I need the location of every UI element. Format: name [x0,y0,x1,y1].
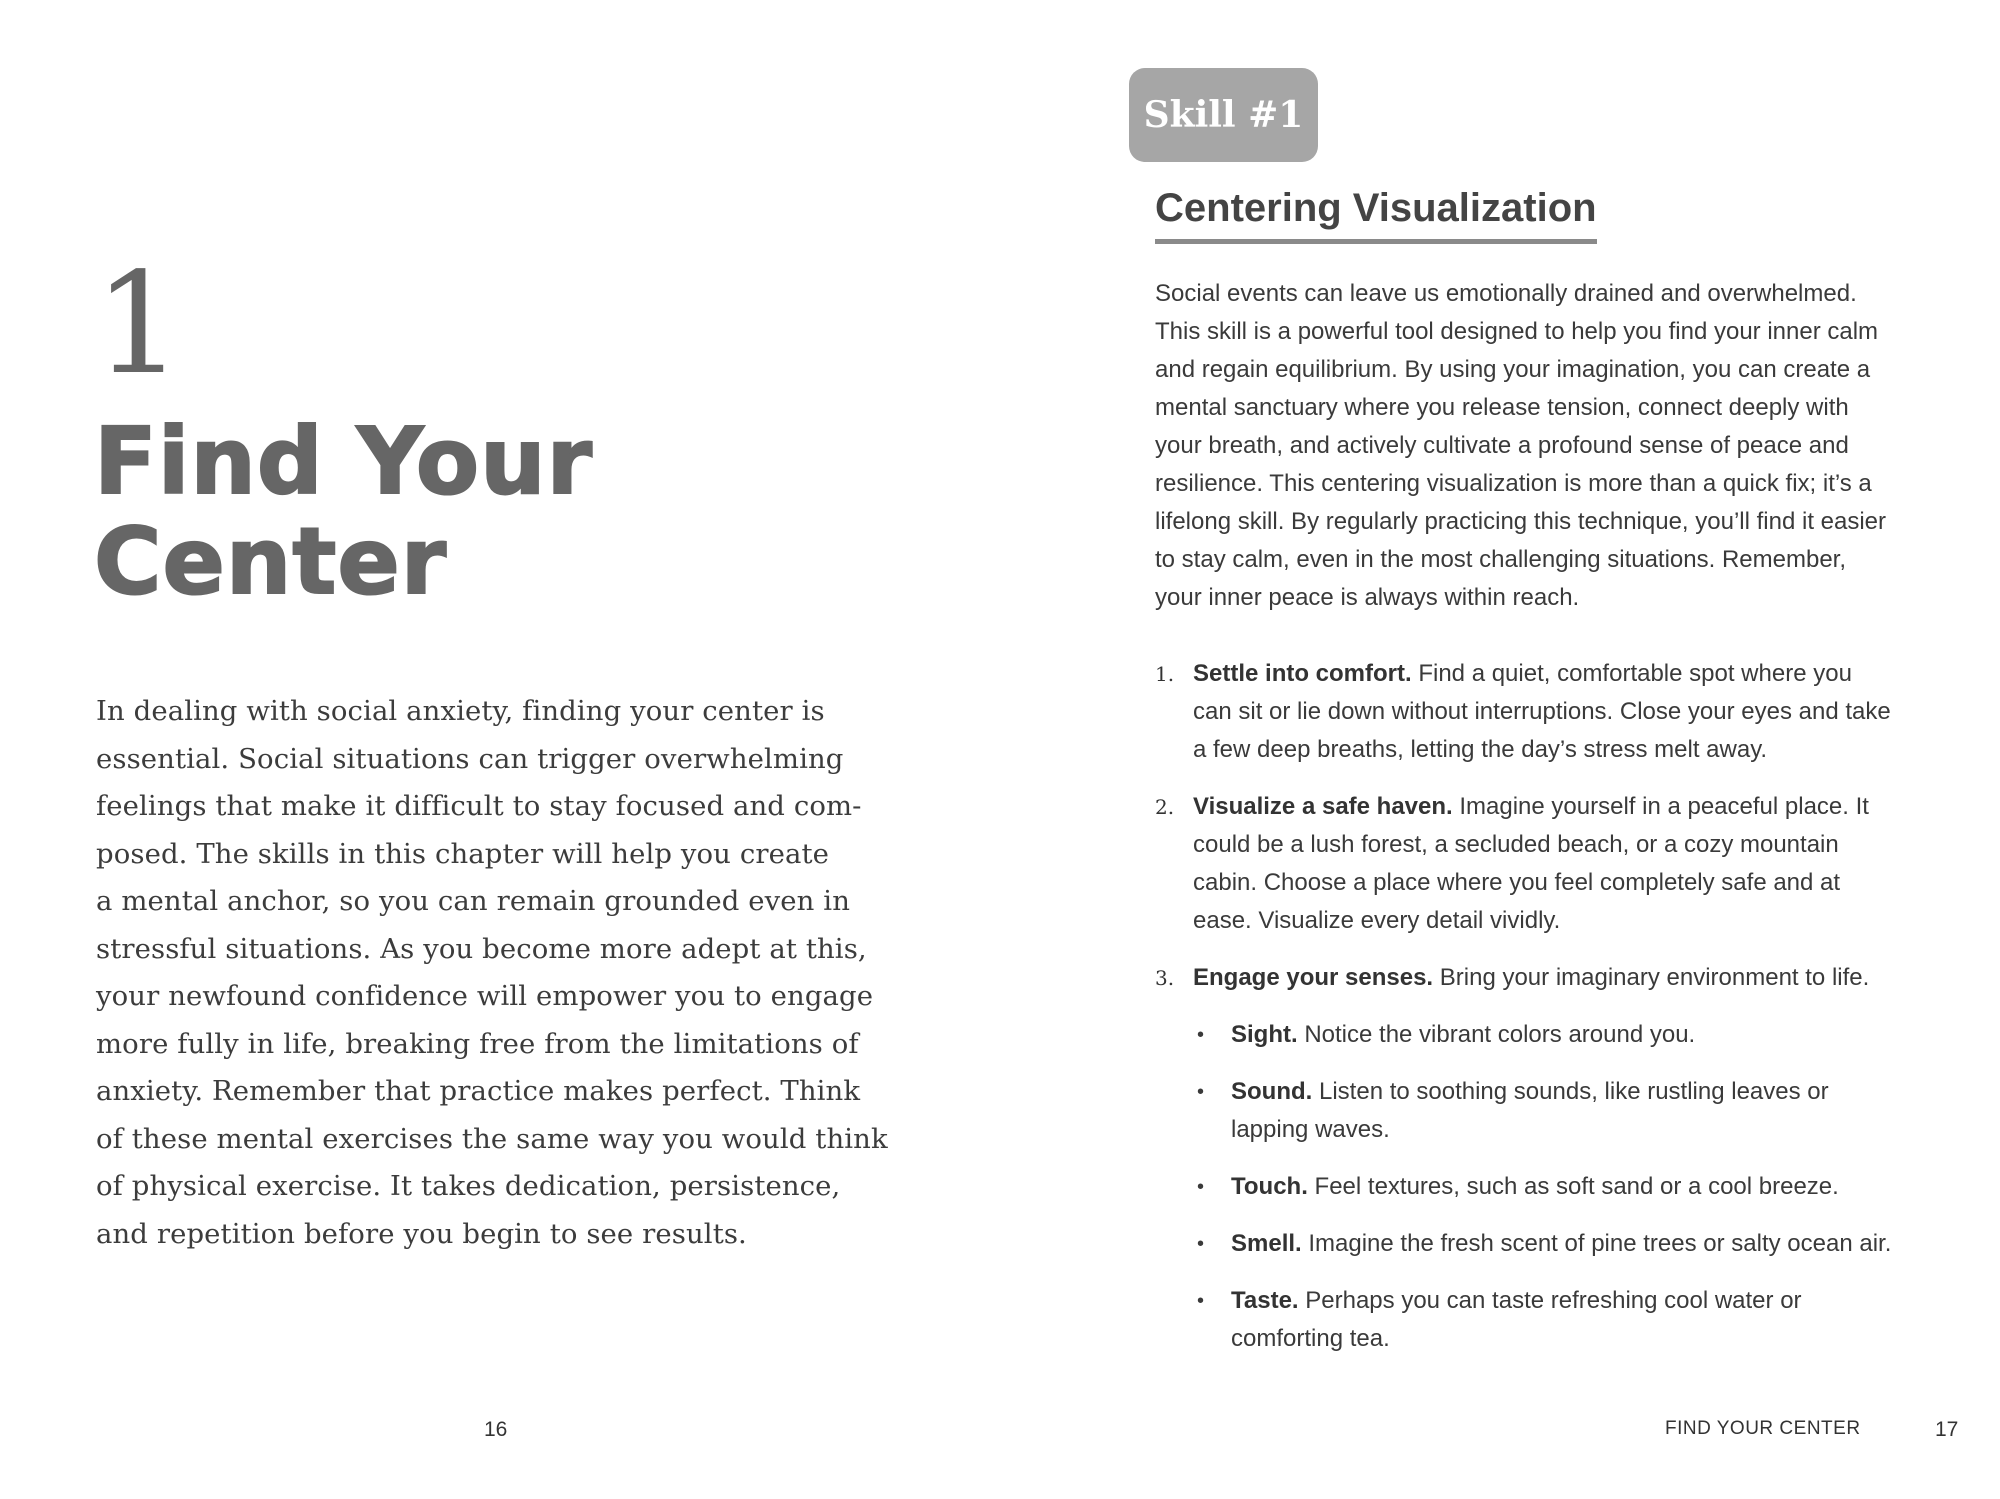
intro-line: In dealing with social anxiety, finding your center is [96,695,825,727]
step-text [1193,959,1975,997]
body-line: your inner peace is always within reach. [1155,584,1580,611]
step-first-line-rest: Bring your imaginary environment to life. [1433,964,1870,991]
senses-list [1193,1016,1975,1358]
step-text [1193,655,1975,769]
bullet-mark: • [1197,1290,1205,1312]
sense-first-line-rest: Feel textures, such as soft sand or a cool breeze. [1307,1173,1839,1200]
running-footer-title: FIND YOUR CENTER [1665,1418,1861,1439]
sense-first-line [1231,1073,1975,1111]
step-line: can sit or lie down without interruptions. Close your eyes and take [1193,698,1891,725]
sense-first-line-rest: Perhaps you can taste refreshing cool water or [1298,1287,1802,1314]
step-number: 3. [1155,966,1175,990]
step-first-line [1193,655,1975,693]
intro-line: a mental anchor, so you can remain grounded even in [96,885,851,917]
skill-description [1155,275,1975,617]
step-line: ease. Visualize every detail vividly. [1193,907,1561,934]
sense-title: Touch. [1231,1173,1308,1200]
step-text [1193,788,1975,940]
body-line: lifelong skill. By regularly practicing this technique, you’ll find it easier [1155,508,1887,535]
sense-title: Taste. [1231,1287,1299,1314]
steps-list [1155,655,1975,1377]
body-line: Social events can leave us emotionally drained and overwhelmed. [1155,280,1857,307]
sense-first-line [1231,1282,1975,1320]
body-line: your breath, and actively cultivate a profound sense of peace and [1155,432,1849,459]
intro-line: and repetition before you begin to see results. [96,1217,747,1250]
page-number-right: 17 [1935,1418,1959,1441]
chapter-title-line: Center [94,508,448,615]
step-first-line [1193,959,1975,997]
bullet-mark: • [1197,1233,1205,1255]
chapter-intro [96,688,936,1258]
sense-first-line-rest: Notice the vibrant colors around you. [1297,1021,1696,1048]
skill-title: Centering Visualization [1155,186,1597,244]
body-line: and regain equilibrium. By using your imagination, you can create a [1155,356,1871,383]
bullet-mark: • [1197,1081,1205,1103]
step-line: cabin. Choose a place where you feel completely safe and at [1193,869,1841,896]
sense-title: Sight. [1231,1021,1298,1048]
chapter-title-line: Find Your [94,408,594,515]
intro-line: of physical exercise. It takes dedication, persistence, [96,1170,841,1202]
intro-line: feelings that make it difficult to stay focused and com- [96,790,862,822]
sense-first-line [1231,1168,1975,1206]
sense-item [1193,1282,1975,1358]
sense-first-line [1231,1225,1975,1263]
body-line: This skill is a powerful tool designed to help you find your inner calm [1155,318,1879,345]
sense-item [1193,1073,1975,1149]
step-number: 2. [1155,795,1175,819]
step-first-line [1193,788,1975,826]
sense-first-line-rest: Listen to soothing sounds, like rustling leaves or [1312,1078,1829,1105]
step-item [1155,959,1975,1358]
sense-item [1193,1225,1975,1263]
sense-item [1193,1168,1975,1206]
step-item [1155,788,1975,940]
skill-badge [1129,68,1318,162]
step-first-line-rest: Imagine yourself in a peaceful place. It [1452,793,1869,820]
sense-title: Smell. [1231,1230,1302,1257]
step-line: a few deep breaths, letting the day’s stress melt away. [1193,736,1768,763]
body-line: resilience. This centering visualization is more than a quick fix; it’s a [1155,470,1872,497]
intro-line: posed. The skills in this chapter will help you create [96,837,829,870]
page-number-left: 16 [484,1418,508,1441]
step-first-line-rest: Find a quiet, comfortable spot where you [1411,660,1852,687]
intro-line: more fully in life, breaking free from the limitations of [96,1027,859,1060]
sense-line: lapping waves. [1231,1116,1390,1143]
body-line: to stay calm, even in the most challenging situations. Remember, [1155,546,1847,573]
intro-line: of these mental exercises the same way you would think [96,1122,888,1155]
step-title: Engage your senses. [1193,964,1434,991]
step-title: Settle into comfort. [1193,660,1412,687]
step-title: Visualize a safe haven. [1193,793,1453,820]
sense-item [1193,1016,1975,1054]
step-number: 1. [1155,662,1175,686]
chapter-title [94,408,794,615]
bullet-mark: • [1197,1024,1205,1046]
bullet-mark: • [1197,1176,1205,1198]
step-item [1155,655,1975,769]
intro-line: stressful situations. As you become more adept at this, [96,932,867,965]
chapter-number: 1 [94,243,184,406]
sense-line: comforting tea. [1231,1325,1390,1352]
sense-first-line [1231,1016,1975,1054]
intro-line: anxiety. Remember that practice makes perfect. Think [96,1075,861,1107]
sense-title: Sound. [1231,1078,1313,1105]
step-line: could be a lush forest, a secluded beach, or a cozy mountain [1193,831,1839,858]
body-line: mental sanctuary where you release tension, connect deeply with [1155,394,1849,421]
skill-badge-label: Skill #1 [1143,94,1304,136]
intro-line: essential. Social situations can trigger overwhelming [96,742,844,775]
intro-line: your newfound confidence will empower you to engage [96,980,874,1012]
sense-first-line-rest: Imagine the fresh scent of pine trees or salty ocean air. [1301,1230,1892,1257]
